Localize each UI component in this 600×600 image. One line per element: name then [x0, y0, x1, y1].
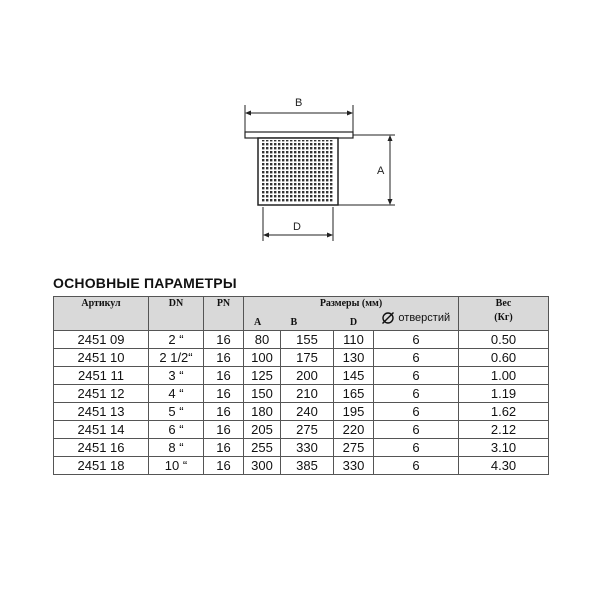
cell-article: 2451 13 [54, 403, 149, 421]
diameter-icon [381, 311, 395, 325]
cell-holes: 6 [374, 403, 459, 421]
header-dn: DN [149, 297, 204, 331]
cell-pn: 16 [204, 385, 244, 403]
cell-article: 2451 18 [54, 457, 149, 475]
cell-holes: 6 [374, 367, 459, 385]
header-article: Артикул [54, 297, 149, 331]
header-d: D [334, 311, 374, 331]
header-holes-label: отверстий [398, 312, 451, 324]
cell-article: 2451 09 [54, 331, 149, 349]
cell-holes: 6 [374, 349, 459, 367]
cell-dn: 2 1/2“ [149, 349, 204, 367]
cell-d: 110 [334, 331, 374, 349]
header-sizes: Размеры (мм) [244, 297, 459, 312]
table-row [54, 331, 549, 349]
cell-weight: 4.30 [459, 457, 549, 475]
cell-d: 145 [334, 367, 374, 385]
cell-article: 2451 16 [54, 439, 149, 457]
cell-pn: 16 [204, 349, 244, 367]
cell-b: 385 [281, 457, 334, 475]
table-row [54, 439, 549, 457]
header-b: B [281, 311, 334, 331]
cell-holes: 6 [374, 421, 459, 439]
cell-b: 330 [281, 439, 334, 457]
cell-d: 220 [334, 421, 374, 439]
cell-article: 2451 11 [54, 367, 149, 385]
cell-pn: 16 [204, 367, 244, 385]
cell-holes: 6 [374, 331, 459, 349]
cell-a: 300 [244, 457, 281, 475]
table-row [54, 349, 549, 367]
cell-d: 195 [334, 403, 374, 421]
cell-weight: 1.62 [459, 403, 549, 421]
cell-weight: 3.10 [459, 439, 549, 457]
cell-dn: 4 “ [149, 385, 204, 403]
cell-pn: 16 [204, 421, 244, 439]
cell-a: 255 [244, 439, 281, 457]
cell-a: 100 [244, 349, 281, 367]
cell-a: 125 [244, 367, 281, 385]
header-weight [459, 297, 549, 331]
cell-d: 330 [334, 457, 374, 475]
cell-pn: 16 [204, 403, 244, 421]
table-row [54, 403, 549, 421]
cell-b: 275 [281, 421, 334, 439]
table-row [54, 367, 549, 385]
cell-a: 150 [244, 385, 281, 403]
cell-pn: 16 [204, 457, 244, 475]
cell-pn: 16 [204, 439, 244, 457]
cell-dn: 6 “ [149, 421, 204, 439]
cell-b: 155 [281, 331, 334, 349]
dimension-d-label: D [293, 221, 301, 233]
cell-a: 205 [244, 421, 281, 439]
cell-weight: 2.12 [459, 421, 549, 439]
cell-dn: 8 “ [149, 439, 204, 457]
cell-dn: 10 “ [149, 457, 204, 475]
table-body [54, 331, 549, 475]
dimension-a-label: A [377, 165, 385, 177]
table-row [54, 457, 549, 475]
dimension-b-label: B [295, 97, 303, 109]
cell-b: 200 [281, 367, 334, 385]
cell-weight: 0.50 [459, 331, 549, 349]
cell-article: 2451 10 [54, 349, 149, 367]
header-weight-label: Вес [495, 298, 512, 309]
cell-weight: 1.19 [459, 385, 549, 403]
cell-a: 80 [244, 331, 281, 349]
cell-dn: 5 “ [149, 403, 204, 421]
header-pn: PN [204, 297, 244, 331]
cell-article: 2451 14 [54, 421, 149, 439]
header-a: A [244, 311, 281, 331]
cell-d: 130 [334, 349, 374, 367]
cell-dn: 3 “ [149, 367, 204, 385]
cell-d: 275 [334, 439, 374, 457]
cell-holes: 6 [374, 457, 459, 475]
cell-holes: 6 [374, 439, 459, 457]
cell-d: 165 [334, 385, 374, 403]
header-holes [374, 311, 459, 331]
cell-b: 240 [281, 403, 334, 421]
cell-article: 2451 12 [54, 385, 149, 403]
cell-a: 180 [244, 403, 281, 421]
table-row [54, 385, 549, 403]
cell-weight: 1.00 [459, 367, 549, 385]
cell-pn: 16 [204, 331, 244, 349]
header-weight-unit: (Кг) [494, 312, 513, 323]
cell-holes: 6 [374, 385, 459, 403]
strainer-drawing [230, 95, 400, 255]
table-row [54, 421, 549, 439]
cell-weight: 0.60 [459, 349, 549, 367]
strainer-schematic [230, 95, 400, 255]
cell-b: 210 [281, 385, 334, 403]
cell-dn: 2 “ [149, 331, 204, 349]
section-title: ОСНОВНЫЕ ПАРАМЕТРЫ [53, 275, 237, 291]
cell-b: 175 [281, 349, 334, 367]
parameters-table [53, 296, 549, 475]
